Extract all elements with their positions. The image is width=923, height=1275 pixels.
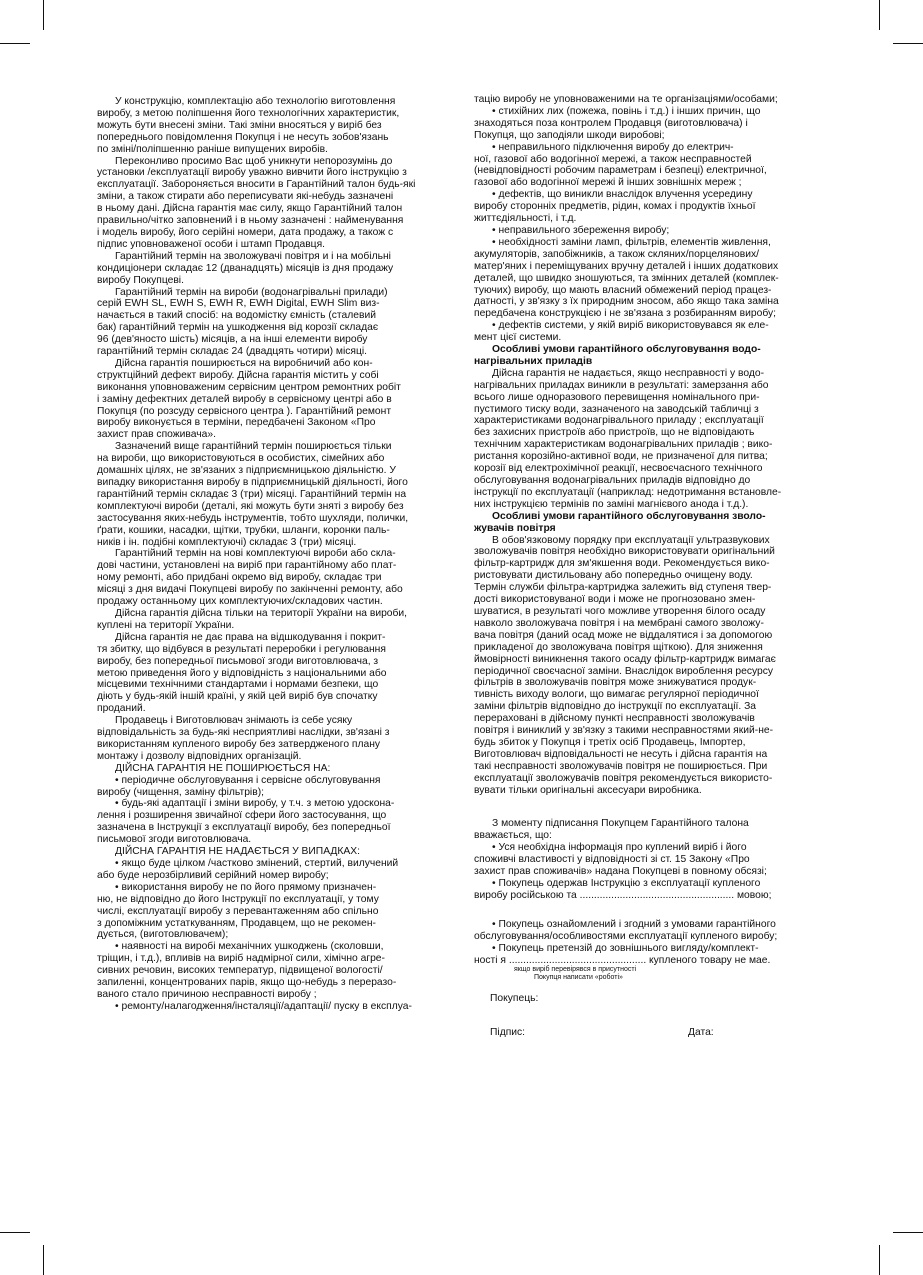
text-line: фільтр-картридж для зм'якшення води. Рекомендується вико- [474, 558, 770, 570]
text-line: обслуговування водонагрівальних приладів відповідно до [474, 475, 751, 486]
text-line: Покупця (по розсуду сервісного центра ). Гарантійний ремонт [97, 405, 392, 417]
text-line: деталей, що швидко зношуються, та змінних деталей (комплек- [474, 272, 779, 284]
text-line: відповідальність за будь-які несприятливі наслідки, зв'язані з [97, 727, 390, 739]
text-line: ймовірності виникнення такого осаду фільтр-картридж вимагає [474, 653, 776, 665]
text-line: • дефектів, що виникли внаслідок влучення усередину [492, 189, 753, 201]
consent-line: • Покупець ознайомлений і згодний з умовами гарантійного [492, 918, 776, 930]
text-line: зволожувачів повітря необхідно використовувати оригінальний [474, 546, 775, 558]
crop-mark-bottom-right-h [893, 1232, 923, 1233]
text-line: тріщин, і т.д.), впливів на виріб надмірної сили, хімічно агре- [97, 953, 385, 965]
spacer [474, 982, 824, 993]
text-line: числі, експлуатації виробу з перевантаженням або спільно [97, 905, 379, 917]
text-line: лення і розширення звичайної сфери його застосування, що [97, 810, 387, 822]
text-line: технічним характеристикам водонагрівальних приладів ; вико- [474, 439, 773, 451]
consent-line: споживчі властивості у відповідності зі ст. 15 Закону «Про [474, 854, 750, 866]
text-line: • стихійних лих (пожежа, повінь і т.д.) і інших причин, що [492, 105, 761, 117]
text-line: експлуатації зволожувачів повітря рекомендується використо- [474, 772, 773, 784]
text-line: правильно/чітко заповнений і в ньому зазначені : найменування [97, 215, 404, 227]
consent-line: • Уся необхідна інформація про куплений виріб і його [492, 842, 747, 854]
buyer-label: Покупець: [490, 993, 539, 1005]
consent-intro-line: вважається, що: [474, 830, 552, 842]
text-line: шуватися, в результаті чого можливе утворення білого осаду [474, 605, 766, 617]
text-line: тя збитку, що відбувся в результаті переробки і регулювання [97, 643, 386, 655]
spacer [474, 796, 824, 807]
text-line: них інструкцією термінів по заміні магнієвого анода і т.д.). [474, 498, 749, 510]
text-line: заміни фільтрів відповідно до інструкції по експлуатації. За [474, 701, 757, 713]
text-line: повітря і виниклий у зв'язку з такими несправностями який-не- [474, 725, 774, 737]
text-line: жувачів повітря [474, 522, 556, 534]
text-line: • періодичне обслуговування і сервісне обслуговування [115, 774, 381, 786]
inspection-note: якщо виріб перевірявся в присутності [514, 966, 637, 974]
text-line: в ньому дані. Дійсна гарантія має силу, якщо Гарантійний талон [97, 203, 403, 215]
text-line: ному ремонті, або придбані окремо від виробу, складає три [97, 572, 382, 584]
text-line: Продавець і Виготовлювач знімають із себе усяку [115, 715, 353, 727]
text-line: передбачена конструкцією і не зв'язана з розбиранням виробу; [474, 308, 776, 320]
text-line: газової або водогінної мережі й інших зовнішніх мереж ; [474, 177, 742, 189]
text-line: нагрівальних приладах виникли в результаті: замерзання або [474, 379, 769, 391]
text-line: ристання корозійно-активної води, не призначеної для питва; [474, 451, 768, 463]
crop-mark-bottom-left-v [43, 1245, 44, 1275]
text-line: інструкції по експлуатації (наприклад: недотримання встановле- [474, 486, 782, 498]
consent-line: виробу російською та ...................................................... мовою; [474, 889, 772, 901]
text-line: з допоміжним устаткуванням, Продавцем, що не рекомен- [97, 917, 376, 929]
text-line: по зміні/поліпшенню раніше випущених виробів. [97, 143, 328, 155]
text-line: застосування яких-небудь інструментів, тобто шухляди, полички, [97, 512, 409, 524]
text-line: зазначена в Інструкції з експлуатації виробу, без попередньої [97, 822, 391, 834]
text-line: кондиціонери складає 12 (дванадцять) місяців із дня продажу [97, 262, 394, 274]
text-line: • дефектів системи, у якій виріб використовувався як еле- [492, 320, 769, 332]
text-line: ню, не відповідно до його Інструкції по експлуатації, у тому [97, 893, 379, 905]
text-line: проданий. [97, 703, 146, 715]
text-line: ної, газової або водогінної мережі, а також несправностей [474, 153, 752, 165]
text-line: вача повітря (даний осад може не віддалятися і за допомогою [474, 629, 773, 641]
text-line: захист прав споживача». [97, 429, 216, 441]
text-line: періодичної своєчасної заміни. Внаслідок вироблення ресурсу [474, 665, 774, 677]
text-line: виконання уповноваженим сервісним центром ремонтних робіт [97, 381, 401, 393]
text-line: У конструкцію, комплектацію або технологію виготовлення [115, 96, 396, 107]
text-line: акумуляторів, запобіжників, а також скляних/порцелянових/ [474, 248, 759, 260]
text-line: ваного стало причиною несправності виробу ; [97, 988, 317, 1000]
right-column-text [474, 94, 824, 796]
text-line: навколо зволожувача повітря і на мембрані самого зволожу- [474, 617, 764, 629]
text-line: 96 (дев'яносто шість) місяців, а на інші елементи виробу [97, 334, 368, 346]
text-line: метою приведення його у відповідність з національними або [97, 667, 387, 679]
text-line: ників і ін. подібні комплектуючі) складає 3 (три) місяці. [97, 536, 357, 548]
text-line: виробу сторонніх предметів, рідин, комах і продуктів їхньої [474, 201, 756, 213]
text-line: такі несправності зволожувачів повітря не поширюється. При [474, 760, 768, 772]
text-line: Термін служби фільтра-картриджа залежить від ступеня твер- [474, 582, 772, 594]
text-line: життєдіяльності, і т.д. [474, 213, 577, 225]
text-line: знаходяться поза контролем Продавця (виготовлювача) і [474, 117, 748, 129]
text-line: серій EWH SL, EWH S, EWH R, EWH Digital, EWH Slim виз- [97, 298, 380, 310]
text-line: підпис уповноваженої особи і штамп Продавця. [97, 238, 326, 250]
text-line: комплектуючі вироби (деталі, які можуть бути зняті з виробу без [97, 500, 404, 512]
text-line: Дійсна гарантія не надається, якщо несправності у водо- [492, 367, 765, 379]
text-line: Виготовлювач відповідальності не несуть і дійсна гарантія на [474, 748, 768, 760]
text-line: монтажу і дозволу відповідних організацій. [97, 750, 302, 762]
right-column [474, 94, 824, 1039]
inspection-note: Покупця написати «роботі» [534, 974, 623, 982]
text-line: або буде нерозбірливий серійний номер виробу; [97, 869, 329, 881]
text-line: Дійсна гарантія дійсна тільки на території України на вироби, [115, 607, 408, 619]
text-line: виробу, з метою поліпшення його технологічних характеристик, [97, 107, 400, 119]
text-line: письмової згоди виготовлювача. [97, 834, 252, 846]
text-line: дові частини, установлені на виріб при гарантійному або плат- [97, 560, 397, 572]
text-line: Дійсна гарантія не дає права на відшкодування і покрит- [115, 631, 386, 643]
text-line: Особливі умови гарантійного обслуговування зволо- [492, 510, 766, 522]
text-line: будь збиток у Покупця і третіх осіб Продавець, Імпортер, [474, 736, 746, 748]
text-line: місцевими технічними стандартами і нормами безпеки, що [97, 679, 379, 691]
text-line: пустимого тиску води, зазначеного на заводській табличці з [474, 403, 759, 415]
text-line: датності, у зв'язку з їх природним зносом, або якщо така заміна [474, 296, 779, 308]
text-line: установки /експлуатації виробу уважно вивчити його інструкцію з [97, 167, 407, 179]
text-line: сивних речовин, високих температур, підвищеної вологості/ [97, 965, 383, 977]
text-line: • використання виробу не по його прямому призначен- [115, 881, 377, 893]
text-line: перераховані в дійсному пункті несправності зволожувачів [474, 713, 755, 725]
text-line: Гарантійний термін на зволожувачі повітря и і на мобільні [115, 250, 391, 262]
text-line: бак) гарантійний термін на ушкодження від корозії складає [97, 322, 379, 334]
text-line: використанням купленого виробу без затвердженого плану [97, 738, 381, 750]
text-line: запиленні, концентрованих парів, якщо що-небудь з переразо- [97, 977, 397, 989]
text-line: Зазначений вище гарантійний термін поширюється тільки [115, 441, 392, 453]
text-line: фільтрів в зволожувачів повітря може знижуватися продук- [474, 677, 757, 689]
text-line: куплені на території України. [97, 619, 235, 631]
text-line: продажу останньому цих комплектуючих/складових частин. [97, 596, 383, 608]
signature-row [474, 1027, 824, 1039]
crop-mark-top-right-h [893, 43, 923, 44]
text-line: зміни, а також стирати або переписувати які-небудь зазначені [97, 191, 394, 203]
text-line: дості використовуваної води і може не прогнозовано змен- [474, 594, 756, 606]
text-line: тивність виходу вологи, що вимагає регулярної періодичної [474, 689, 759, 701]
crop-mark-top-left-h [0, 43, 30, 44]
text-line: начається в такий спосіб: на водомістку ємність (сталевий [97, 310, 376, 322]
text-line: ристовувати дистильовану або попередньо очищену воду. [474, 570, 753, 582]
text-line: ДІЙСНА ГАРАНТІЯ НЕ ПОШИРЮЄТЬСЯ НА: [115, 762, 331, 774]
text-line: тацію виробу не уповноваженими на те організаціями/особами; [474, 94, 778, 105]
consent-line: обслуговування/особливостями експлуатації купленого виробу; [474, 930, 778, 942]
text-line: домашніх цілях, не зв'язаних з підприємницькою діяльністю. У [97, 465, 396, 477]
date-label: Дата: [688, 1027, 714, 1039]
text-line: вувати тільки оригінальні аксесуари виробника. [474, 784, 702, 796]
text-line: структційний дефект виробу. Дійсна гарантія містить у собі [97, 369, 379, 381]
consent-line: • Покупець претензій до зовнішнього вигляду/комплект- [492, 942, 759, 954]
left-column [97, 96, 453, 1013]
text-line: місяці з дня видачі Покупцеві виробу по закінченні ремонту, або [97, 584, 403, 596]
text-line: випадку використання виробу в підприємницькій діяльності, його [97, 477, 408, 488]
spacer [474, 807, 824, 818]
text-line: можуть бути внесені зміни. Такі зміни вносяться у виріб без [97, 119, 382, 131]
text-line: нагрівальних приладів [474, 355, 593, 367]
text-line: ґрати, кошики, насадки, щітки, трубки, шланги, коронки паль- [97, 524, 390, 536]
consent-intro-line: З моменту підписання Покупцем Гарантійного талона [492, 818, 749, 830]
spacer [474, 902, 824, 913]
text-line: корозії від електрохімічної реакції, несвоєчасного технічного [474, 463, 763, 475]
text-line: гарантійний термін складає 24 (двадцять чотири) місяці. [97, 346, 368, 358]
text-line: прикладеної до зволожувача повітря щіткою). Для зниження [474, 641, 763, 653]
crop-mark-top-left-v [43, 0, 44, 30]
text-line: • ремонту/налагодження/інсталяції/адаптації/ пуску в експлуа- [115, 1000, 412, 1012]
text-line: В обов'язковому порядку при експлуатації ультразвукових [492, 534, 770, 546]
text-line: (невідповідності робочим параметрам і безпеці) електричної, [474, 165, 767, 177]
consent-line: ності я ................................................ купленого товару не мае. [474, 954, 771, 966]
text-line: • наявності на виробі механічних ушкоджень (сколовши, [115, 941, 384, 953]
consent-items [474, 842, 824, 902]
text-line: мент цієї системи. [474, 332, 562, 344]
consent-line: • Покупець одержав Інструкцію з експлуатації купленого [492, 878, 761, 889]
text-line: • якщо буде цілком /частково змінений, стертий, вилучений [115, 858, 399, 869]
text-line: виробу, без попередньої письмової згоди виготовлювача, з [97, 655, 379, 667]
text-line: всього лише одноразового перевищення номінального при- [474, 391, 760, 403]
text-line: • неправильного збереження виробу; [492, 224, 670, 236]
text-line: і заміну дефектних деталей виробу в сервісному центрі або в [97, 393, 392, 405]
text-line: • неправильного підключення виробу до електрич- [492, 141, 734, 153]
text-line: ДІЙСНА ГАРАНТІЯ НЕ НАДАЄТЬСЯ У ВИПАДКАХ: [115, 846, 360, 858]
signature-label: Підпис: [490, 1027, 526, 1039]
text-line: попереднього повідомлення Покупця і не несуть зобов'язань [97, 131, 389, 143]
text-line: Гарантійний термін на нові комплектуючі вироби або скла- [115, 548, 396, 560]
text-line: без захисних пристроїв або пристроїв, що не відповідають [474, 427, 755, 439]
text-line: Переконливо просимо Вас щоб уникнути непорозумінь до [115, 155, 393, 167]
text-line: виробу Покупцеві. [97, 274, 184, 286]
text-line: туючих) виробу, що мають власний обмежений період працез- [474, 284, 772, 296]
text-line: на вироби, що використовуються в особистих, сімейних або [97, 453, 385, 465]
text-line: Дійсна гарантія поширюється на виробничий або кон- [115, 357, 373, 369]
text-line: характеристиками водонагрівального приладу ; експлуатації [474, 415, 764, 427]
consent-section [474, 818, 824, 1039]
text-line: Гарантійний термін на вироби (водонагрівальні прилади) [115, 286, 388, 298]
consent-line: захист прав споживачів» надана Покупцеві в повному обсязі; [474, 866, 767, 878]
text-line: виробу (чищення, заміну фільтрів); [97, 786, 264, 798]
text-line: матер'яних і переміщуваних вручну деталей і інших додаткових [474, 260, 779, 272]
text-line: гарантійний термін складає 3 (три) місяці. Гарантійний термін на [97, 488, 407, 500]
text-line: Особливі умови гарантійного обслуговування водо- [492, 344, 761, 356]
spacer [474, 1005, 824, 1016]
text-line: Покупця, що заподіяли шкоди виробові; [474, 129, 665, 141]
crop-mark-bottom-left-h [0, 1232, 30, 1233]
text-line: дується, (виготовлювачем); [97, 929, 229, 941]
text-line: експлуатації. Забороняється вносити в Гарантійний талон будь-які [97, 179, 416, 191]
text-line: виробу виконується в терміни, передбачені Законом «Про [97, 417, 376, 429]
spacer [474, 1016, 824, 1027]
consent-items-second [474, 919, 824, 967]
text-line: діють у будь-якій іншій країні, у якій цей виріб був спочатку [97, 691, 378, 703]
text-line: • необхідності заміни ламп, фільтрів, елементів живлення, [492, 236, 771, 248]
text-line: • будь-які адаптації і зміни виробу, у т.ч. з метою удоскона- [115, 798, 395, 810]
crop-mark-top-right-v [879, 0, 880, 30]
crop-mark-bottom-right-v [879, 1245, 880, 1275]
text-line: і модель виробу, його серійні номери, дата продажу, а також с [97, 226, 394, 238]
